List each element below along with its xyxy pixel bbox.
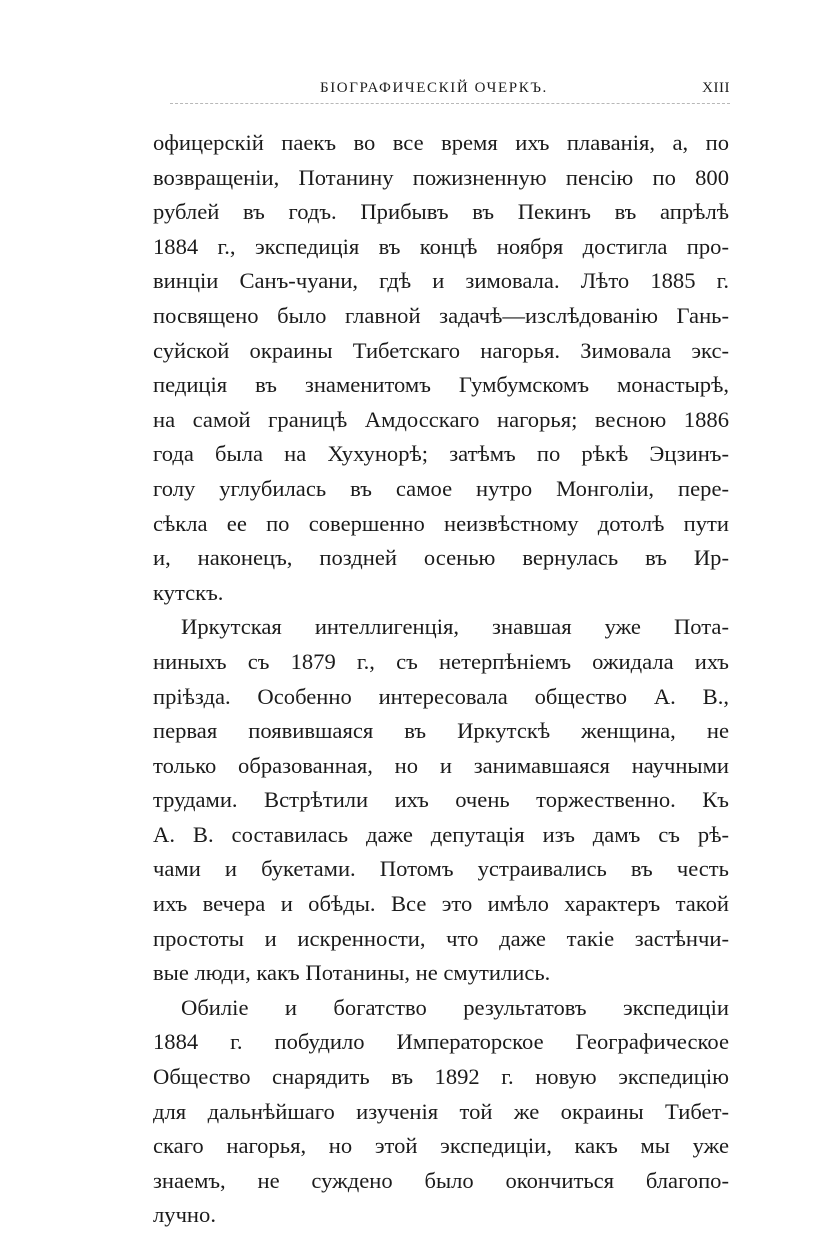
- text-line: педиція въ знаменитомъ Гумбумскомъ монастырѣ,: [153, 372, 729, 398]
- text-line: чами и букетами. Потомъ устраивались въ честь: [153, 856, 729, 882]
- text-line: первая появившаяся въ Иркутскѣ женщина, не: [153, 718, 729, 744]
- running-head-title: БІОГРАФИЧЕСКІЙ ОЧЕРКЪ.: [320, 80, 548, 96]
- text-line: ниныхъ съ 1879 г., съ нетерпѣніемъ ожидала ихъ: [153, 648, 729, 674]
- text-line: Иркутская интеллигенція, знавшая уже Пота-: [181, 614, 729, 640]
- text-line: скаго нагорья, но этой экспедиціи, какъ мы уже: [153, 1133, 729, 1159]
- text-line: голу углубилась въ самое нутро Монголіи, пере-: [153, 475, 729, 501]
- body-text: [153, 126, 729, 1233]
- text-line: знаемъ, не суждено было окончиться благопо-: [153, 1167, 729, 1193]
- text-line: сѣкла ее по совершенно неизвѣстному дотолѣ пути: [153, 510, 729, 536]
- text-line: простоты и искренности, что даже такіе застѣнчи-: [153, 925, 729, 951]
- text-line: Обиліе и богатство результатовъ экспедиціи: [181, 994, 729, 1020]
- text-line: винціи Санъ-чуани, гдѣ и зимовала. Лѣто 1885 г.: [153, 268, 729, 294]
- text-line: кутскъ.: [153, 579, 224, 605]
- header-rule: [170, 103, 730, 104]
- running-head: [155, 80, 730, 106]
- text-line: возвращеніи, Потанину пожизненную пенсію по 800: [153, 164, 729, 190]
- text-line: на самой границѣ Амдосскаго нагорья; весною 1886: [153, 406, 729, 432]
- text-line: рублей въ годъ. Прибывъ въ Пекинъ въ апрѣлѣ: [153, 199, 729, 225]
- text-line: 1884 г., экспедиція въ концѣ ноября достигла про-: [153, 233, 729, 259]
- text-line: только образованная, но и занимавшаяся научными: [153, 752, 729, 778]
- text-line: трудами. Встрѣтили ихъ очень торжественно. Къ: [153, 787, 729, 813]
- text-line: посвящено было главной задачѣ—изслѣдованію Гань-: [153, 302, 729, 328]
- text-line: офицерскій паекъ во все время ихъ плаванія, а, по: [153, 130, 729, 155]
- paragraph: [153, 991, 729, 1233]
- text-line: и, наконецъ, поздней осенью вернулась въ Ир-: [153, 545, 729, 571]
- page-number: XIII: [702, 80, 730, 96]
- text-line: для дальнѣйшаго изученія той же окраины Тибет-: [153, 1098, 729, 1124]
- text-line: суйской окраины Тибетскаго нагорья. Зимовала экс-: [153, 337, 729, 363]
- text-line: лучно.: [153, 1202, 216, 1228]
- text-line: пріѣзда. Особенно интересовала общество А. В.,: [153, 683, 729, 709]
- text-line: Общество снарядить въ 1892 г. новую экспедицію: [153, 1064, 729, 1090]
- text-line: А. В. составилась даже депутація изъ дамъ съ рѣ-: [153, 821, 729, 847]
- paragraph: [153, 126, 729, 610]
- paragraph: [153, 610, 729, 991]
- text-line: вые люди, какъ Потанины, не смутились.: [153, 960, 551, 986]
- text-line: ихъ вечера и обѣды. Все это имѣло характеръ такой: [153, 891, 729, 917]
- text-line: 1884 г. побудило Императорское Географическое: [153, 1029, 729, 1055]
- text-line: года была на Хухунорѣ; затѣмъ по рѣкѣ Эцзинъ-: [153, 441, 729, 467]
